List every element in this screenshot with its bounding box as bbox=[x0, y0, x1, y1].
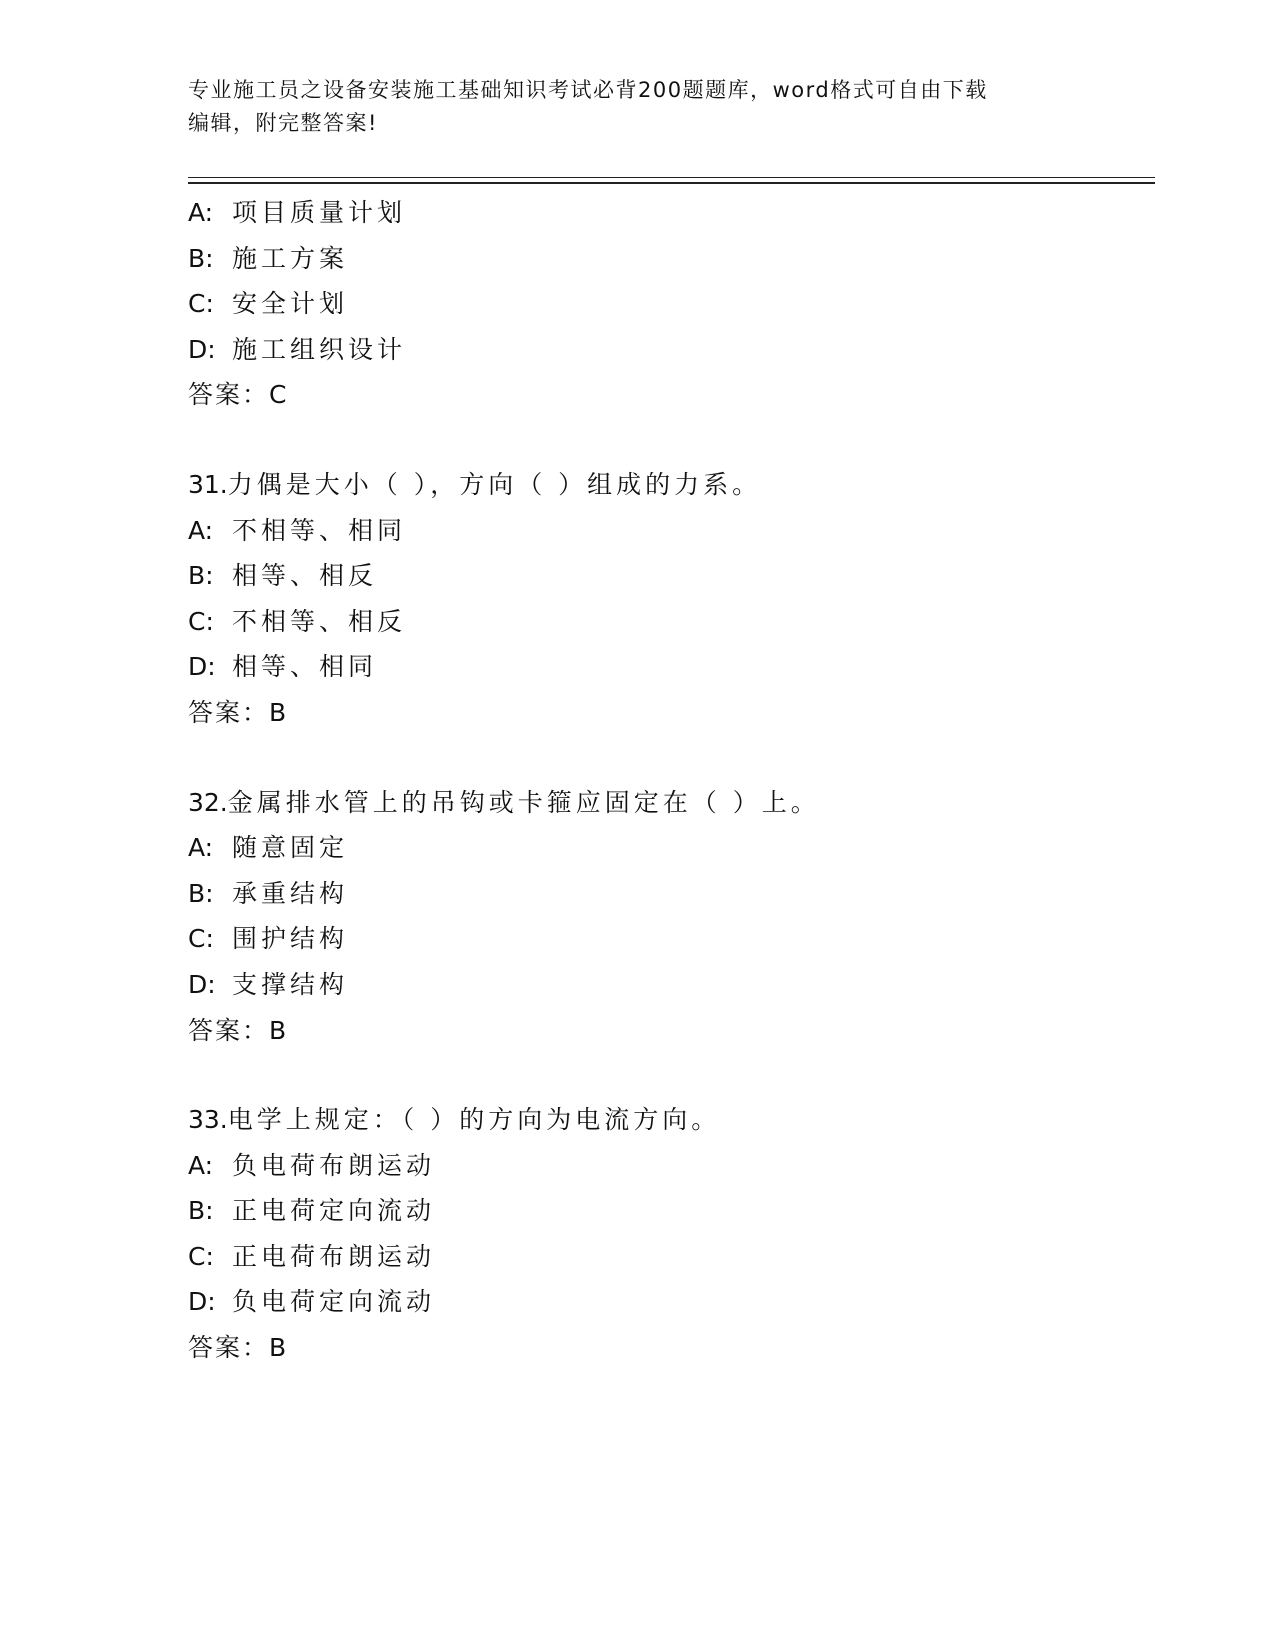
option-label: D: bbox=[188, 969, 216, 999]
option-label: D: bbox=[188, 1287, 216, 1317]
option-b bbox=[188, 871, 1148, 917]
header-title-line-2: 编辑，附完整答案! bbox=[188, 111, 378, 135]
option-label: B: bbox=[188, 561, 214, 591]
option-label: A: bbox=[188, 198, 214, 227]
option-label: D: bbox=[188, 652, 216, 682]
question-31 bbox=[188, 462, 1148, 736]
answer-line: 答案：B bbox=[188, 1015, 289, 1045]
option-text: 正电荷布朗运动 bbox=[232, 1241, 436, 1271]
header-title-line-1: 专业施工员之设备安装施工基础知识考试必背200题题库，word格式可自由下载 bbox=[188, 78, 988, 102]
question-spacer bbox=[188, 1053, 1148, 1097]
option-d bbox=[188, 1279, 1148, 1325]
option-text: 围护结构 bbox=[232, 924, 349, 954]
option-label: C: bbox=[188, 924, 214, 954]
question-text: 金属排水管上的吊钩或卡箍应固定在（ ）上。 bbox=[227, 787, 820, 817]
option-b bbox=[188, 236, 1148, 282]
question-number: 32. bbox=[188, 787, 228, 817]
option-a bbox=[188, 190, 1148, 236]
answer-line: 答案：C bbox=[188, 380, 289, 410]
option-text: 不相等、相同 bbox=[232, 515, 407, 545]
question-list bbox=[188, 190, 1148, 1371]
option-d bbox=[188, 327, 1148, 373]
option-text: 承重结构 bbox=[232, 878, 349, 908]
answer-line: 答案：B bbox=[188, 697, 289, 727]
option-label: A: bbox=[188, 833, 214, 863]
option-text: 施工方案 bbox=[232, 243, 349, 273]
option-label: A: bbox=[188, 1150, 214, 1180]
option-d bbox=[188, 644, 1148, 690]
option-a bbox=[188, 825, 1148, 871]
question-33 bbox=[188, 1097, 1148, 1371]
option-c bbox=[188, 599, 1148, 645]
question-spacer bbox=[188, 418, 1148, 462]
option-c bbox=[188, 281, 1148, 327]
question-stem bbox=[188, 780, 1148, 826]
option-label: D: bbox=[188, 334, 216, 364]
question-stem bbox=[188, 1097, 1148, 1143]
option-text: 随意固定 bbox=[232, 833, 349, 863]
option-b bbox=[188, 1188, 1148, 1234]
question-spacer bbox=[188, 736, 1148, 780]
option-text: 施工组织设计 bbox=[232, 334, 407, 364]
document-header bbox=[188, 74, 1088, 140]
option-c bbox=[188, 916, 1148, 962]
question-stem bbox=[188, 462, 1148, 508]
option-text: 不相等、相反 bbox=[232, 606, 407, 636]
question-text: 力偶是大小（ ），方向（ ）组成的力系。 bbox=[227, 469, 762, 499]
option-text: 负电荷定向流动 bbox=[232, 1287, 436, 1317]
header-divider-thin bbox=[188, 177, 1155, 178]
option-text: 负电荷布朗运动 bbox=[232, 1150, 436, 1180]
option-label: B: bbox=[188, 878, 214, 908]
option-text: 正电荷定向流动 bbox=[232, 1196, 436, 1226]
header-divider-thick bbox=[188, 182, 1155, 184]
option-a bbox=[188, 1143, 1148, 1189]
option-label: B: bbox=[188, 1196, 214, 1226]
answer-line: 答案：B bbox=[188, 1333, 289, 1363]
option-text: 相等、相反 bbox=[232, 561, 378, 591]
question-number: 33. bbox=[188, 1105, 228, 1135]
option-text: 项目质量计划 bbox=[232, 198, 407, 227]
option-label: A: bbox=[188, 515, 214, 545]
option-text: 安全计划 bbox=[232, 289, 349, 319]
option-label: C: bbox=[188, 606, 214, 636]
option-b bbox=[188, 553, 1148, 599]
option-text: 相等、相同 bbox=[232, 652, 378, 682]
question-number: 31. bbox=[188, 469, 228, 499]
option-label: B: bbox=[188, 243, 214, 273]
option-d bbox=[188, 962, 1148, 1008]
option-c bbox=[188, 1234, 1148, 1280]
option-text: 支撑结构 bbox=[232, 969, 349, 999]
option-a bbox=[188, 508, 1148, 554]
option-label: C: bbox=[188, 1241, 214, 1271]
question-32 bbox=[188, 780, 1148, 1054]
option-label: C: bbox=[188, 289, 214, 319]
question-text: 电学上规定：（ ）的方向为电流方向。 bbox=[227, 1105, 721, 1135]
question-30 bbox=[188, 190, 1148, 418]
